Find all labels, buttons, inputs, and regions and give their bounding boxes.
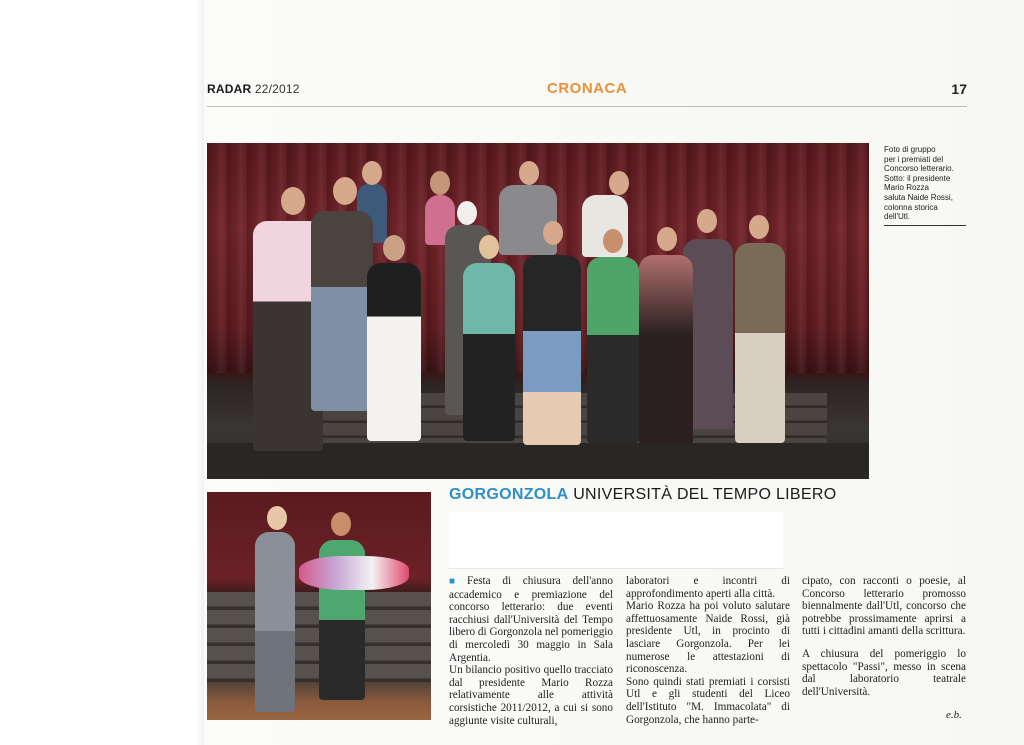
issue-number: 22/2012 — [254, 82, 300, 96]
person-head — [457, 201, 477, 225]
person-head — [479, 235, 499, 259]
person-figure — [735, 243, 785, 443]
caption-line: Concorso letterario. — [884, 164, 954, 174]
paragraph: A chiusura del pomeriggio lo spettacolo "Passi", messo in scena dal laboratorio teatrale dell'Università. — [802, 647, 966, 698]
photo-caption — [884, 145, 972, 222]
caption-line: Foto di gruppo — [884, 145, 936, 154]
paragraph: Sono quindi stati premiati i corsisti Utl e gli studenti del Liceo dell'Istituto "M. Immacolata" di Gorgonzola, che hanno parte- — [626, 675, 790, 726]
person-head — [281, 187, 305, 215]
article-column-1 — [449, 575, 613, 727]
person-head — [543, 221, 563, 245]
person-head — [362, 161, 382, 185]
section-title: CRONACA — [547, 80, 628, 97]
publication-name: RADAR — [207, 82, 252, 96]
article-column-2 — [626, 575, 790, 726]
page-number: 17 — [951, 81, 967, 97]
person-head — [609, 171, 629, 195]
person-head — [519, 161, 539, 185]
square-bullet-icon: ■ — [449, 576, 464, 587]
paragraph: Mario Rozza ha poi voluto salutare affettuosamente Naide Rossi, già presidente Utl, in procinto di lasciare Gorgonzola. Per lei numerose le attestazioni di riconoscenza. — [626, 600, 790, 676]
person-head — [657, 227, 677, 251]
page-edge-shadow — [196, 0, 204, 745]
person-figure — [311, 211, 373, 411]
author-signature: e.b. — [946, 709, 962, 721]
person-figure — [499, 185, 557, 255]
article-column-3 — [802, 575, 966, 698]
person-head — [603, 229, 623, 253]
caption-rule — [884, 225, 966, 226]
paragraph — [449, 575, 613, 664]
flower-bouquet — [299, 556, 409, 590]
caption-line: dell'Utl. — [884, 212, 910, 222]
person-figure — [639, 255, 693, 445]
person-figure — [463, 263, 515, 441]
caption-line: per i premiati del — [884, 154, 944, 164]
person-figure — [367, 263, 421, 441]
person-head — [267, 506, 287, 530]
caption-line: saluta Naide Rossi, — [884, 192, 953, 202]
person-figure — [255, 532, 295, 712]
blank-box — [449, 512, 783, 569]
person-head — [331, 512, 351, 536]
paragraph: cipato, con racconti o poesie, al Concorso letterario promosso biennalmente dall'Utl, concorso che potrebbe prossimamente aprirsi a tutti i cittadini amanti della scrittura. — [802, 575, 966, 638]
caption-line: colonna storica — [884, 202, 938, 212]
headline-title: UNIVERSITÀ DEL TEMPO LIBERO — [573, 486, 837, 503]
page-header — [207, 80, 967, 102]
paragraph: laboratori e incontri di approfondimento aperti alla città. — [626, 575, 790, 600]
group-photo — [207, 143, 869, 479]
person-head — [430, 171, 450, 195]
president-photo — [207, 492, 431, 720]
person-head — [383, 235, 405, 261]
article-headline — [449, 486, 836, 504]
person-figure — [587, 257, 639, 443]
person-head — [697, 209, 717, 233]
headline-kicker: GORGONZOLA — [449, 486, 569, 503]
person-head — [333, 177, 357, 205]
paragraph-text: Festa di chiusura dell'anno accademico e premiazione del concorso letterario: due eventi racchiusi dall'Università del Tempo libero di Gorgonzola nel pomeriggio di mercoledì 30 maggio in Sala Argentia. — [449, 575, 613, 664]
caption-line: Sotto: il presidente — [884, 173, 951, 183]
header-rule — [207, 106, 967, 107]
person-figure — [523, 255, 581, 445]
person-head — [749, 215, 769, 239]
masthead — [207, 82, 300, 96]
paragraph: Un bilancio positivo quello tracciato dal presidente Mario Rozza relativamente alle attività corsistiche 2011/2012, a cui si sono aggiunte visite culturali, — [449, 664, 613, 727]
caption-line: Mario Rozza — [884, 183, 929, 193]
